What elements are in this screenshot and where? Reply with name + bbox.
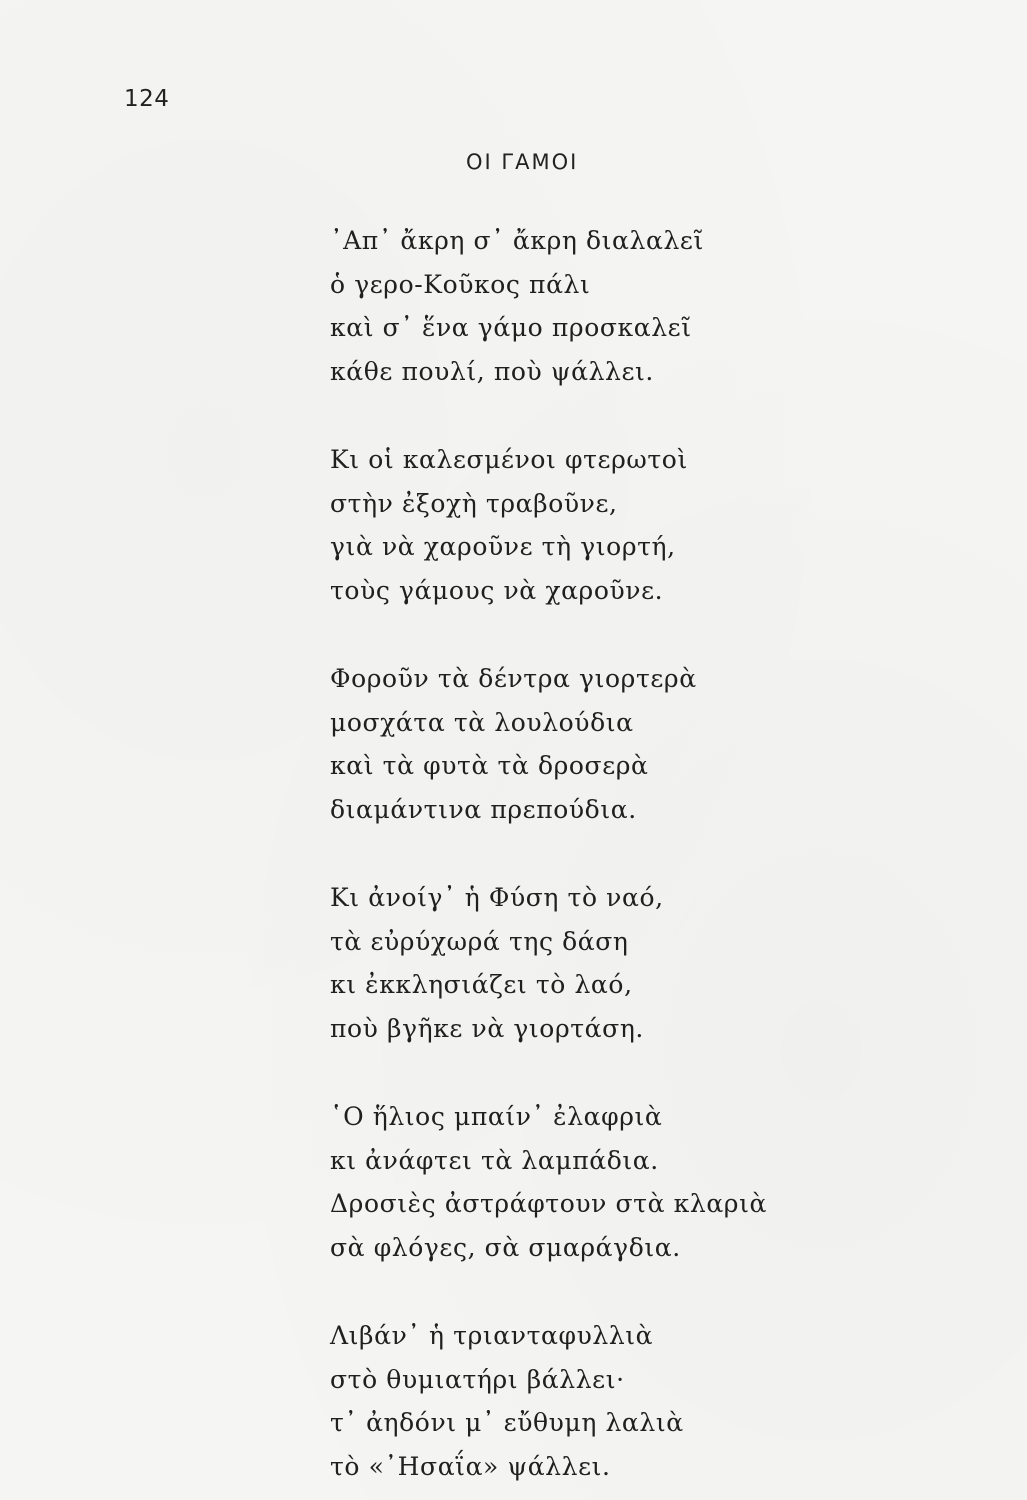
poem-title: ΟΙ ΓΑΜΟΙ bbox=[466, 150, 579, 174]
poem-line: ῾Ο ἥλιος μπαίν᾿ ἐλαφριὰ bbox=[330, 1102, 663, 1131]
poem-line: Φοροῦν τὰ δέντρα γιορτερὰ bbox=[330, 664, 697, 693]
poem-line: σὰ φλόγες, σὰ σμαράγδια. bbox=[330, 1232, 681, 1262]
page-number: 124 bbox=[124, 86, 170, 112]
poem-line: ποὺ βγῆκε νὰ γιορτάση. bbox=[330, 1013, 644, 1043]
poem-line: διαμάντινα πρεπούδια. bbox=[330, 794, 637, 824]
poem-line: κι ἀνάφτει τὰ λαμπάδια. bbox=[330, 1145, 659, 1175]
poem-line: Λιβάν᾿ ἡ τριανταφυλλιὰ bbox=[330, 1321, 654, 1350]
poem-line: γιὰ νὰ χαροῦνε τὴ γιορτή, bbox=[330, 532, 676, 561]
poem-line: στὸ θυμιατήρι βάλλει· bbox=[330, 1364, 625, 1394]
stanza-5 bbox=[330, 1095, 970, 1269]
stanza-6 bbox=[330, 1314, 970, 1488]
poem-line: καὶ τὰ φυτὰ τὰ δροσερὰ bbox=[330, 751, 649, 780]
poem-line: ᾿Απ᾿ ἄκρη σ᾿ ἄκρη διαλαλεῖ bbox=[330, 226, 704, 255]
poem-line: καὶ σ᾿ ἕνα γάμο προσκαλεῖ bbox=[330, 313, 692, 342]
poem-line: στὴν ἐξοχὴ τραβοῦνε, bbox=[330, 488, 618, 518]
poem-line: Δροσιὲς ἀστράφτουν στὰ κλαριὰ bbox=[330, 1189, 767, 1218]
stanza-2 bbox=[330, 438, 970, 612]
stanza-3 bbox=[330, 657, 970, 831]
poem-line: τὰ εὐρύχωρά της δάση bbox=[330, 926, 629, 956]
poem-line: μοσχάτα τὰ λουλούδια bbox=[330, 707, 634, 737]
stanza-4 bbox=[330, 876, 970, 1050]
poem-body bbox=[330, 219, 970, 1488]
poem-line: Κι ἀνοίγ᾿ ἡ Φύση τὸ ναό, bbox=[330, 883, 664, 912]
poem-line: τὸ «᾿Ησαΐα» ψάλλει. bbox=[330, 1451, 611, 1481]
stanza-1 bbox=[330, 219, 970, 393]
poem-line: ὁ γερο-Κοῦκος πάλι bbox=[330, 269, 591, 299]
poem-line: Κι οἱ καλεσμένοι φτερωτοὶ bbox=[330, 445, 688, 474]
poem-line: κι ἐκκλησιάζει τὸ λαό, bbox=[330, 970, 633, 999]
poem-line: κάθε πουλί, ποὺ ψάλλει. bbox=[330, 356, 654, 386]
poem-line: τοὺς γάμους νὰ χαροῦνε. bbox=[330, 575, 664, 605]
poem-line: τ᾿ ἀηδόνι μ᾿ εὔθυμη λαλιὰ bbox=[330, 1408, 684, 1437]
